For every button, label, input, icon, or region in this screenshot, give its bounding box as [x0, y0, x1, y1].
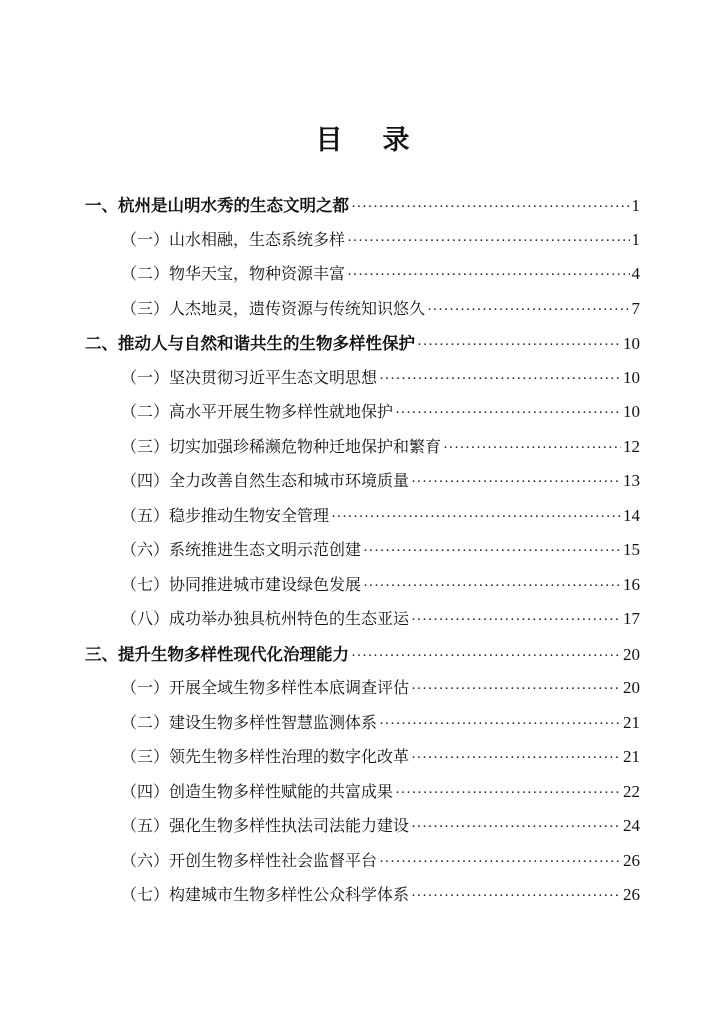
toc-section-entry[interactable]: [85, 227, 640, 262]
toc-entry-page-number: 20: [623, 644, 640, 664]
toc-entry-page-number: 1: [631, 196, 640, 215]
toc-chapter-entry[interactable]: [85, 330, 640, 365]
toc-entry-label: （四）全力改善自然生态和城市环境质量: [121, 471, 410, 490]
toc-leader-dots: [331, 509, 621, 526]
toc-entry-page-number: 12: [623, 436, 640, 456]
toc-entry-label: （五）稳步推动生物安全管理: [121, 505, 330, 525]
toc-section-entry[interactable]: [85, 882, 640, 917]
toc-entry-page-number: 22: [623, 781, 640, 801]
table-of-contents: [85, 192, 640, 917]
toc-entry-page-number: 26: [623, 885, 640, 904]
toc-section-entry[interactable]: [85, 572, 640, 607]
toc-leader-dots: [411, 888, 621, 905]
title-char-2: 录: [382, 125, 410, 156]
toc-section-entry[interactable]: [85, 399, 640, 434]
toc-entry-page-number: 15: [623, 540, 640, 559]
toc-section-entry[interactable]: [85, 779, 640, 814]
toc-section-entry[interactable]: [85, 675, 640, 710]
toc-entry-label: 二、推动人与自然和谐共生的生物多样性保护: [85, 334, 415, 353]
toc-entry-page-number: 16: [623, 574, 640, 594]
toc-leader-dots: [379, 854, 621, 871]
toc-chapter-entry[interactable]: [85, 192, 640, 227]
toc-section-entry[interactable]: [85, 503, 640, 538]
toc-entry-label: 三、提升生物多样性现代化治理能力: [85, 644, 349, 664]
toc-leader-dots: [363, 578, 621, 595]
toc-leader-dots: [411, 819, 621, 836]
toc-section-entry[interactable]: [85, 710, 640, 745]
toc-leader-dots: [347, 267, 629, 284]
toc-entry-label: （六）开创生物多样性社会监督平台: [121, 850, 378, 870]
toc-section-entry[interactable]: [85, 261, 640, 296]
toc-entry-page-number: 20: [623, 678, 640, 697]
toc-section-entry[interactable]: [85, 365, 640, 400]
toc-leader-dots: [351, 199, 630, 216]
toc-entry-label: （一）坚决贯彻习近平生态文明思想: [121, 367, 378, 387]
toc-entry-page-number: 26: [623, 850, 640, 870]
toc-leader-dots: [411, 474, 621, 491]
toc-section-entry[interactable]: [85, 744, 640, 779]
toc-leader-dots: [395, 785, 621, 802]
toc-entry-label: （七）构建城市生物多样性公众科学体系: [121, 885, 410, 904]
toc-entry-page-number: 14: [623, 505, 640, 525]
toc-entry-page-number: 4: [631, 264, 640, 283]
toc-leader-dots: [443, 440, 621, 457]
toc-entry-page-number: 24: [623, 816, 640, 835]
toc-entry-label: （二）建设生物多样性智慧监测体系: [121, 712, 378, 732]
toc-entry-page-number: 1: [631, 229, 640, 249]
toc-entry-page-number: 10: [623, 334, 640, 353]
toc-entry-label: （三）领先生物多样性治理的数字化改革: [121, 747, 410, 766]
toc-leader-dots: [363, 543, 621, 560]
toc-leader-dots: [417, 337, 621, 354]
toc-section-entry[interactable]: [85, 434, 640, 469]
toc-leader-dots: [411, 681, 621, 698]
toc-leader-dots: [351, 648, 621, 665]
toc-entry-label: （八）成功举办独具杭州特色的生态亚运: [121, 609, 410, 628]
toc-section-entry[interactable]: [85, 296, 640, 331]
toc-leader-dots: [395, 405, 621, 422]
toc-leader-dots: [411, 612, 621, 629]
toc-entry-page-number: 17: [623, 609, 640, 628]
toc-entry-page-number: 7: [631, 298, 640, 318]
toc-leader-dots: [411, 750, 621, 767]
toc-entry-label: （三）切实加强珍稀濒危物种迁地保护和繁育: [121, 436, 442, 456]
toc-entry-page-number: 13: [623, 471, 640, 490]
toc-section-entry[interactable]: [85, 606, 640, 641]
toc-entry-page-number: 21: [623, 747, 640, 766]
toc-entry-label: （一）开展全域生物多样性本底调查评估: [121, 678, 410, 697]
toc-leader-dots: [379, 371, 621, 388]
toc-entry-label: （六）系统推进生态文明示范创建: [121, 540, 362, 559]
toc-entry-label: （一）山水相融，生态系统多样: [121, 229, 346, 249]
toc-entry-label: （四）创造生物多样性赋能的共富成果: [121, 781, 394, 801]
toc-section-entry[interactable]: [85, 468, 640, 503]
toc-entry-label: （二）高水平开展生物多样性就地保护: [121, 402, 394, 421]
toc-section-entry[interactable]: [85, 537, 640, 572]
toc-leader-dots: [427, 302, 629, 319]
toc-section-entry[interactable]: [85, 848, 640, 883]
toc-entry-label: （三）人杰地灵，遗传资源与传统知识悠久: [121, 298, 426, 318]
page-title: [0, 118, 725, 157]
toc-entry-page-number: 10: [623, 367, 640, 387]
toc-entry-label: 一、杭州是山明水秀的生态文明之都: [85, 196, 349, 215]
toc-leader-dots: [347, 233, 629, 250]
toc-entry-label: （七）协同推进城市建设绿色发展: [121, 574, 362, 594]
toc-entry-label: （五）强化生物多样性执法司法能力建设: [121, 816, 410, 835]
toc-entry-page-number: 10: [623, 402, 640, 421]
toc-section-entry[interactable]: [85, 813, 640, 848]
title-char-1: 目: [315, 125, 343, 156]
toc-leader-dots: [379, 716, 621, 733]
toc-entry-page-number: 21: [623, 712, 640, 732]
toc-chapter-entry[interactable]: [85, 641, 640, 676]
toc-entry-label: （二）物华天宝，物种资源丰富: [121, 264, 346, 283]
